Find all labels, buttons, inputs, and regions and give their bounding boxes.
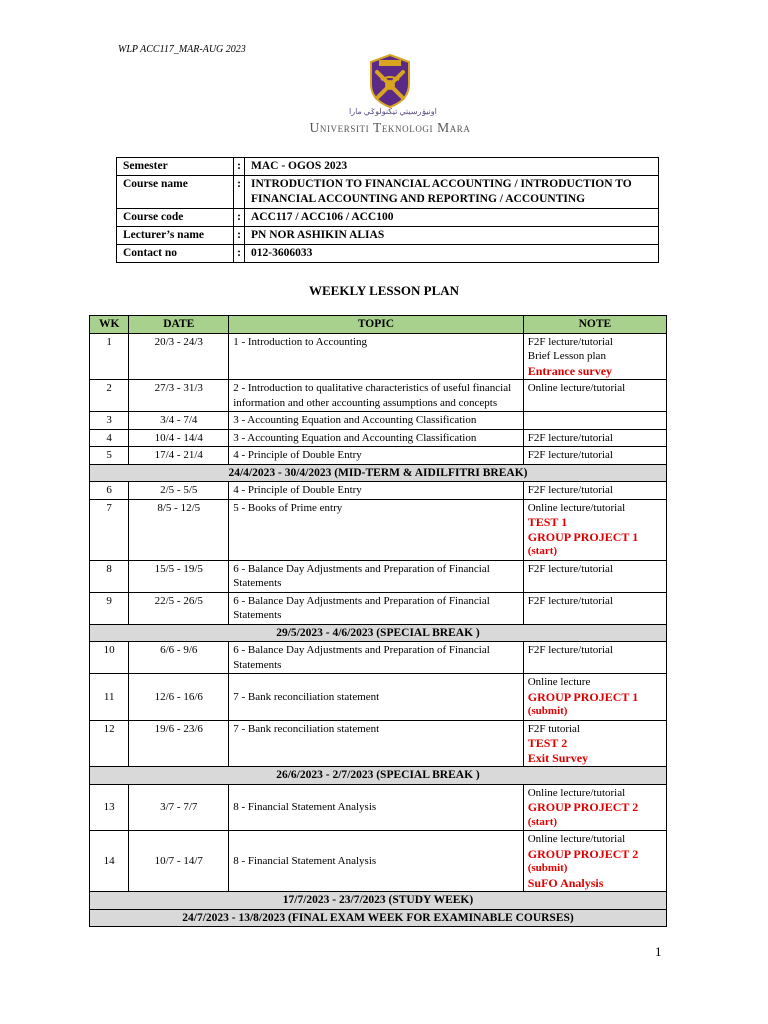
note-text: F2F lecture/tutorial [527,431,613,444]
date-cell: 3/7 - 7/7 [129,784,229,831]
note-highlight: GROUP PROJECT 1 [527,689,639,704]
info-row [117,158,659,176]
table-row [90,720,667,767]
break-row [90,909,667,927]
course-info-table [116,157,659,263]
info-key: Course code [117,209,234,227]
break-row [90,892,667,910]
week-cell: 3 [90,412,129,430]
info-row [117,176,659,209]
week-cell: 8 [90,560,129,592]
note-text: Online lecture/tutorial [527,786,626,799]
week-cell: 12 [90,720,129,767]
note-cell [523,720,666,767]
note-text: F2F lecture/tutorial [527,484,613,496]
info-separator: : [234,158,245,176]
note-highlight: GROUP PROJECT 2 [527,800,639,814]
info-row [117,209,659,227]
topic-cell: 4 - Principle of Double Entry [229,447,524,465]
table-row [90,560,667,592]
topic-cell: 6 - Balance Day Adjustments and Preparation of Financial Statements [229,592,524,624]
note-text: F2F lecture/tutorial [527,335,613,348]
table-row [90,482,667,500]
table-row [90,784,667,831]
note-cell [523,560,666,592]
info-value: ACC117 / ACC106 / ACC100 [245,209,659,227]
note-highlight: GROUP PROJECT 2 [527,846,639,861]
topic-cell: 8 - Financial Statement Analysis [229,784,524,831]
info-separator: : [234,227,245,245]
note-highlight: (start) [527,815,558,828]
table-row [90,447,667,465]
note-cell [523,784,666,831]
note-highlight: SuFO Analysis [527,875,604,890]
plan-header-row [90,316,667,334]
col-header-note: NOTE [523,316,666,334]
uitm-logo [309,54,485,140]
week-cell: 13 [90,784,129,831]
week-cell: 11 [90,674,129,721]
note-highlight: (start) [527,545,558,557]
page-number: 1 [655,944,662,959]
break-row [90,624,667,642]
note-highlight: (submit) [527,705,568,717]
info-key: Semester [117,158,234,176]
info-key: Course name [117,176,234,209]
col-header-date: DATE [129,316,229,334]
note-highlight: Exit Survey [527,750,589,765]
week-cell: 5 [90,447,129,465]
topic-cell: 1 - Introduction to Accounting [229,333,524,380]
topic-cell: 6 - Balance Day Adjustments and Preparation of Financial Statements [229,642,524,674]
table-row [90,380,667,412]
info-separator: : [234,176,245,209]
info-value: PN NOR ASHIKIN ALIAS [245,227,659,245]
col-header-topic: TOPIC [229,316,524,334]
table-row [90,412,667,430]
break-label: 24/4/2023 - 30/4/2023 (MID-TERM & AIDILFITRI BREAK) [90,464,667,482]
topic-cell: 3 - Accounting Equation and Accounting Classification [229,429,524,447]
date-cell: 10/4 - 14/4 [129,429,229,447]
topic-cell: 3 - Accounting Equation and Accounting Classification [229,412,524,430]
date-cell: 3/4 - 7/4 [129,412,229,430]
uitm-crest-icon [367,54,413,108]
date-cell: 17/4 - 21/4 [129,447,229,465]
break-label: 24/7/2023 - 13/8/2023 (FINAL EXAM WEEK FOR EXAMINABLE COURSES) [90,909,667,927]
week-cell: 4 [90,429,129,447]
info-value: 012-3606033 [245,245,659,263]
topic-cell: 8 - Financial Statement Analysis [229,831,524,892]
info-value: MAC - OGOS 2023 [245,158,659,176]
note-highlight: Entrance survey [527,363,613,378]
table-row [90,499,667,560]
document-reference: WLP ACC117_MAR-AUG 2023 [118,44,246,55]
info-row [117,245,659,263]
note-highlight: TEST 1 [527,515,568,529]
topic-cell: 4 - Principle of Double Entry [229,482,524,500]
date-cell: 15/5 - 19/5 [129,560,229,592]
info-separator: : [234,209,245,227]
note-cell [523,447,666,465]
date-cell: 20/3 - 24/3 [129,333,229,380]
date-cell: 22/5 - 26/5 [129,592,229,624]
table-row [90,333,667,380]
week-cell: 10 [90,642,129,674]
note-cell [523,412,666,430]
note-highlight: TEST 2 [527,736,568,750]
note-text: F2F tutorial [527,722,580,735]
date-cell: 12/6 - 16/6 [129,674,229,721]
note-text: Brief Lesson plan [527,350,606,362]
note-highlight: (submit) [527,862,568,874]
note-highlight: GROUP PROJECT 1 [527,529,639,544]
info-separator: : [234,245,245,263]
break-row [90,464,667,482]
topic-cell: 5 - Books of Prime entry [229,499,524,560]
week-cell: 2 [90,380,129,412]
week-cell: 14 [90,831,129,892]
break-label: 26/6/2023 - 2/7/2023 (SPECIAL BREAK ) [90,767,667,785]
note-text: Online lecture/tutorial [527,501,626,514]
week-cell: 7 [90,499,129,560]
note-cell [523,642,666,674]
table-row [90,429,667,447]
note-cell [523,674,666,721]
note-text: F2F lecture/tutorial [527,449,613,461]
plan-title: WEEKLY LESSON PLAN [308,283,460,298]
col-header-wk: WK [90,316,129,334]
weekly-lesson-plan-table [89,315,667,927]
note-cell [523,429,666,447]
info-key: Contact no [117,245,234,263]
note-cell [523,380,666,412]
table-row [90,831,667,892]
info-key: Lecturer’s name [117,227,234,245]
break-label: 29/5/2023 - 4/6/2023 (SPECIAL BREAK ) [90,624,667,642]
note-text: Online lecture/tutorial [527,833,626,845]
date-cell: 10/7 - 14/7 [129,831,229,892]
topic-cell: 2 - Introduction to qualitative characteristics of useful financial information and other accounting assumptions and concepts [229,380,524,412]
break-row [90,767,667,785]
week-cell: 1 [90,333,129,380]
week-cell: 6 [90,482,129,500]
table-row [90,674,667,721]
note-cell [523,831,666,892]
date-cell: 2/5 - 5/5 [129,482,229,500]
note-cell [523,482,666,500]
table-row [90,592,667,624]
date-cell: 19/6 - 23/6 [129,720,229,767]
note-text: F2F lecture/tutorial [527,644,613,656]
date-cell: 27/3 - 31/3 [129,380,229,412]
break-label: 17/7/2023 - 23/7/2023 (STUDY WEEK) [90,892,667,910]
note-cell [523,333,666,380]
topic-cell: 6 - Balance Day Adjustments and Preparation of Financial Statements [229,560,524,592]
info-row [117,227,659,245]
logo-jawi-text: اونيۏرسيتي تيكنولوݢي مارا [349,107,437,116]
topic-cell: 7 - Bank reconciliation statement [229,674,524,721]
date-cell: 6/6 - 9/6 [129,642,229,674]
logo-university-name: Universiti Teknologi Mara [309,120,471,135]
note-text: F2F lecture/tutorial [527,594,613,607]
week-cell: 9 [90,592,129,624]
note-text: Online lecture [527,676,591,688]
info-value: INTRODUCTION TO FINANCIAL ACCOUNTING / INTRODUCTION TO FINANCIAL ACCOUNTING AND REPORTING / ACCOUNTING [245,176,659,209]
table-row [90,642,667,674]
note-cell [523,499,666,560]
topic-cell: 7 - Bank reconciliation statement [229,720,524,767]
note-text: F2F lecture/tutorial [527,562,613,575]
note-cell [523,592,666,624]
date-cell: 8/5 - 12/5 [129,499,229,560]
note-text: Online lecture/tutorial [527,382,626,394]
